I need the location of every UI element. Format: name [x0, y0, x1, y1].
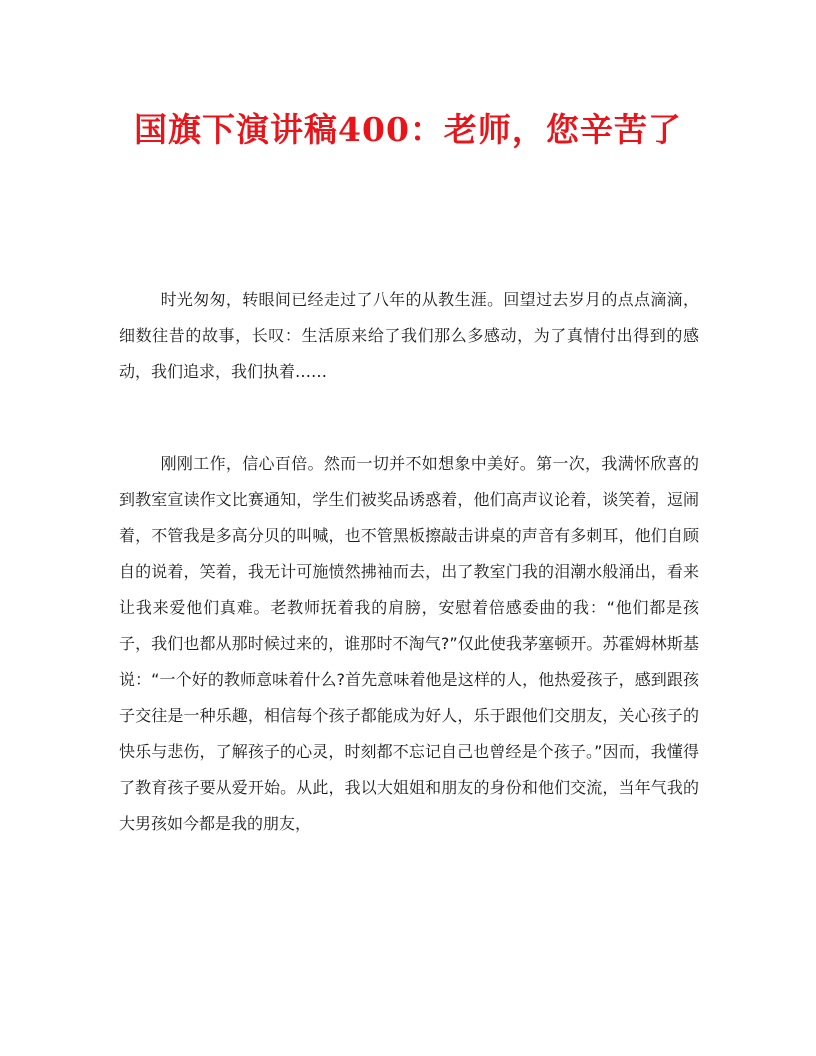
- document-title: 国旗下演讲稿400：老师，您辛苦了: [134, 110, 682, 149]
- paragraph-1: 时光匆匆，转眼间已经走过了八年的从教生涯。回望过去岁月的点点滴滴，细数往昔的故事，长叹：生活原来给了我们那么多感动，为了真情付出得到的感动，我们追求，我们执着……: [119, 290, 699, 381]
- paragraph-2: 刚刚工作，信心百倍。然而一切并不如想象中美好。第一次，我满怀欣喜的到教室宣读作文比赛通知，学生们被奖品诱惑着，他们高声议论着，谈笑着，逗闹着，不管我是多高分贝的叫喊，也不管黑板擦敲击讲桌的声音有多刺耳，他们自顾自的说着，笑着，我无计可施愤然拂袖而去，出了教室门我的泪潮水般涌出，看来让我来爱他们真难。老教师抚着我的肩膀，安慰着倍感委曲的我：“他们都是孩子，我们也都从那时候过来的，谁那时不淘气?”仅此使我茅塞顿开。苏霍姆林斯基说：“一个好的教师意味着什么?首先意味着他是这样的人，他热爱孩子，感到跟孩子交往是一种乐趣，相信每个孩子都能成为好人，乐于跟他们交朋友，关心孩子的快乐与悲伤，了解孩子的心灵，时刻都不忘记自己也曾经是个孩子。”因而，我懂得了教育孩子要从爱开始。从此，我以大姐姐和朋友的身份和他们交流，当年气我的大男孩如今都是我的朋友，: [119, 454, 699, 833]
